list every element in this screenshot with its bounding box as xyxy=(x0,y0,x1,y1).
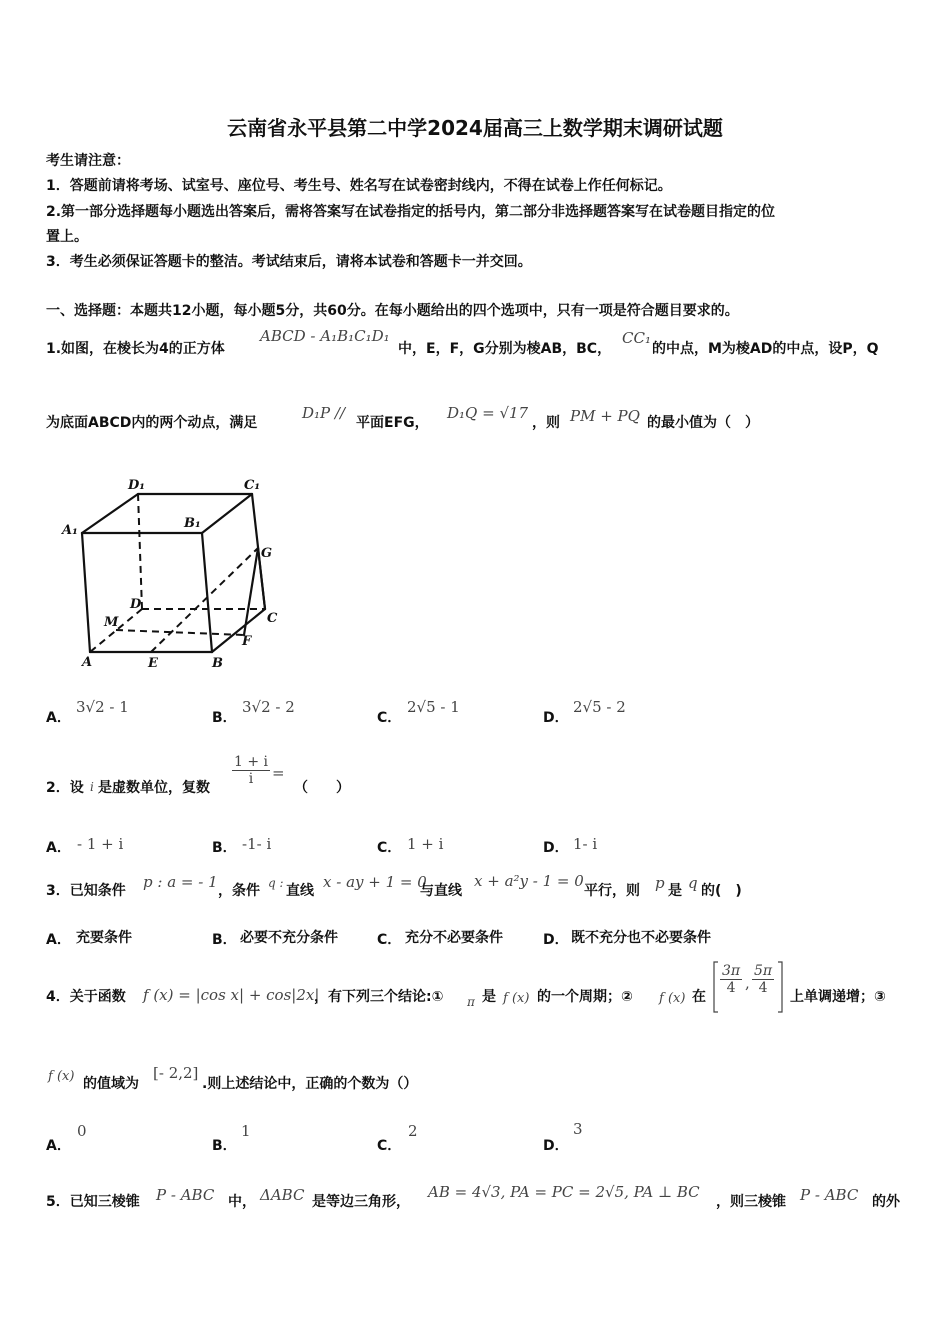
notice-item-2-cont: 置上。 xyxy=(46,229,88,245)
page-title: 云南省永平县第二中学2024届高三上数学期末调研试题 xyxy=(227,116,723,140)
q4-text-3: 是 xyxy=(482,989,496,1005)
notice-heading: 考生请注意： xyxy=(46,153,130,169)
q4-math-range: [- 2,2] xyxy=(153,1064,199,1082)
q2-denominator: i xyxy=(248,771,254,787)
q3-option-c-value[interactable]: 充分不必要条件 xyxy=(405,930,503,946)
q1-math-cc1: CC₁ xyxy=(622,329,651,347)
q3-option-a-letter: A． xyxy=(46,932,71,948)
q5-text-1: 5．已知三棱锥 xyxy=(46,1194,140,1210)
q2-text-1: 2．设 xyxy=(46,780,84,796)
label-f: F xyxy=(242,634,252,649)
q4-math-pi: π xyxy=(467,995,475,1009)
cube-figure xyxy=(58,470,288,675)
q3-option-c-letter: C． xyxy=(377,932,402,948)
q4-text-2: ，有下列三个结论:① xyxy=(314,989,444,1005)
notice-item-3: 3．考生必须保证答题卡的整洁。考试结束后，请将本试卷和答题卡一并交回。 xyxy=(46,254,532,270)
q5-math-conditions: AB = 4√3, PA = PC = 2√5, PA ⊥ BC xyxy=(428,1183,700,1201)
label-b: B xyxy=(212,656,223,671)
q4-option-a-value[interactable]: 0 xyxy=(77,1122,87,1140)
q3-text-3: 直线 xyxy=(286,883,314,899)
q3-math-line1: x - ay + 1 = 0 xyxy=(323,873,427,891)
q1-text-7: 的最小值为（ ） xyxy=(647,415,759,431)
q1-math-pmpq: PM + PQ xyxy=(570,407,640,425)
label-e: E xyxy=(148,656,158,671)
label-d: D xyxy=(130,597,142,612)
label-b1: B₁ xyxy=(184,516,201,531)
q3-option-d-letter: D． xyxy=(543,932,569,948)
q4-numerator-1: 3π xyxy=(722,963,741,979)
q3-math-q2: q xyxy=(688,874,698,892)
q3-option-b-value[interactable]: 必要不充分条件 xyxy=(240,930,338,946)
q1-math-d1p: D₁P // xyxy=(302,404,346,422)
q1-text-4: 为底面ABCD内的两个动点，满足 xyxy=(46,415,258,431)
q2-numerator: 1 + i xyxy=(234,754,269,770)
q4-option-b-value[interactable]: 1 xyxy=(241,1122,251,1140)
q5-text-4: ，则三棱锥 xyxy=(716,1194,786,1210)
q1-option-a-letter: A． xyxy=(46,710,71,726)
q4-text-4: 的一个周期；② xyxy=(537,989,633,1005)
q4-denominator-1: 4 xyxy=(726,980,736,996)
q1-option-b-letter: B． xyxy=(212,710,237,726)
section-heading: 一、选择题：本题共12小题，每小题5分，共60分。在每小题给出的四个选项中，只有一项是符合题目要求的。 xyxy=(46,303,739,319)
q4-math-fx2: f (x) xyxy=(659,991,686,1006)
q2-equals: = xyxy=(272,764,285,782)
q1-math-d1q: D₁Q = √17 xyxy=(447,404,529,422)
label-a1: A₁ xyxy=(62,523,78,538)
q4-option-d-value[interactable]: 3 xyxy=(573,1120,583,1138)
q4-option-a-letter: A． xyxy=(46,1138,71,1154)
q2-option-d-letter: D． xyxy=(543,840,569,856)
label-d1: D₁ xyxy=(128,478,145,493)
q1-option-a-value[interactable]: 3√2 - 1 xyxy=(76,698,129,716)
q3-text-5: 平行，则 xyxy=(584,883,640,899)
q4-option-c-letter: C． xyxy=(377,1138,402,1154)
q3-text-7: 的( ) xyxy=(701,883,742,899)
q2-math-i: i xyxy=(90,780,94,794)
q3-option-b-letter: B． xyxy=(212,932,237,948)
q4-text-7: 的值域为 xyxy=(83,1076,139,1092)
q5-text-2: 中， xyxy=(228,1194,256,1210)
q3-text-4: 与直线 xyxy=(420,883,462,899)
q4-numerator-2: 5π xyxy=(754,963,773,979)
q4-math-fx3: f (x) xyxy=(48,1069,75,1084)
notice-item-2: 2.第一部分选择题每小题选出答案后，需将答案写在试卷指定的括号内，第二部分非选择题答案写在试卷题目指定的位 xyxy=(46,204,776,220)
q3-math-line2: x + a²y - 1 = 0 xyxy=(474,872,584,890)
q4-math-fx1: f (x) xyxy=(503,991,530,1006)
q4-denominator-2: 4 xyxy=(758,980,768,996)
q3-text-1: 3．已知条件 xyxy=(46,883,126,899)
q4-option-c-value[interactable]: 2 xyxy=(408,1122,418,1140)
q5-text-5: 的外 xyxy=(872,1194,900,1210)
q2-option-d-value[interactable]: 1- i xyxy=(573,835,598,853)
q3-text-2: ，条件 xyxy=(218,883,260,899)
q1-option-c-value[interactable]: 2√5 - 1 xyxy=(407,698,460,716)
q3-math-q: q : xyxy=(268,876,284,890)
q2-option-b-value[interactable]: -1- i xyxy=(242,835,272,853)
q4-interval-comma: , xyxy=(745,974,750,992)
q5-math-triangle: ΔABC xyxy=(260,1186,305,1204)
q1-text-5: 平面EFG， xyxy=(356,415,429,431)
q2-option-c-value[interactable]: 1 + i xyxy=(407,835,444,853)
q3-text-6: 是 xyxy=(668,883,682,899)
q4-option-d-letter: D． xyxy=(543,1138,569,1154)
q4-text-6: 上单调递增；③ xyxy=(790,989,886,1005)
label-a: A xyxy=(82,655,93,670)
q4-fraction-1 xyxy=(720,963,742,996)
q4-text-1: 4．关于函数 xyxy=(46,989,126,1005)
q2-option-a-letter: A． xyxy=(46,840,71,856)
q1-option-c-letter: C． xyxy=(377,710,402,726)
q1-text-2: 中，E，F，G分别为棱AB，BC， xyxy=(398,341,612,357)
q1-text-1: 1.如图，在棱长为4的正方体 xyxy=(46,341,225,357)
q3-option-a-value[interactable]: 充要条件 xyxy=(76,930,132,946)
q5-math-pyramid: P - ABC xyxy=(156,1186,215,1204)
label-m: M xyxy=(104,615,119,630)
q5-text-3: 是等边三角形， xyxy=(312,1194,410,1210)
q4-fraction-2 xyxy=(752,963,774,996)
q1-option-d-letter: D． xyxy=(543,710,569,726)
q3-option-d-value[interactable]: 既不充分也不必要条件 xyxy=(571,930,711,946)
q4-text-8: .则上述结论中，正确的个数为（） xyxy=(202,1076,418,1092)
q1-text-3: 的中点，M为棱AD的中点，设P，Q xyxy=(652,341,879,357)
q5-math-pyramid-2: P - ABC xyxy=(800,1186,859,1204)
label-c: C xyxy=(267,611,278,626)
q4-math-function: f (x) = |cos x| + cos|2x| xyxy=(143,986,320,1004)
q1-text-6: ，则 xyxy=(532,415,560,431)
q4-option-b-letter: B． xyxy=(212,1138,237,1154)
q3-math-p: p : a = - 1 xyxy=(143,873,218,891)
q2-text-3: （ ） xyxy=(294,780,350,796)
q2-option-c-letter: C． xyxy=(377,840,402,856)
q1-option-b-value[interactable]: 3√2 - 2 xyxy=(242,698,295,716)
label-c1: C₁ xyxy=(244,478,261,493)
q2-option-a-value[interactable]: - 1 + i xyxy=(77,835,124,853)
label-g: G xyxy=(261,546,273,561)
q1-option-d-value[interactable]: 2√5 - 2 xyxy=(573,698,626,716)
q1-math-cube: ABCD - A₁B₁C₁D₁ xyxy=(260,327,390,345)
q2-fraction xyxy=(232,754,270,787)
q2-text-2: 是虚数单位，复数 xyxy=(98,780,210,796)
q2-option-b-letter: B． xyxy=(212,840,237,856)
q3-math-p2: p xyxy=(655,874,665,892)
q4-interval xyxy=(712,960,784,1014)
q4-text-5: 在 xyxy=(692,989,706,1005)
notice-item-1: 1．答题前请将考场、试室号、座位号、考生号、姓名写在试卷密封线内，不得在试卷上作任何标记。 xyxy=(46,178,672,194)
